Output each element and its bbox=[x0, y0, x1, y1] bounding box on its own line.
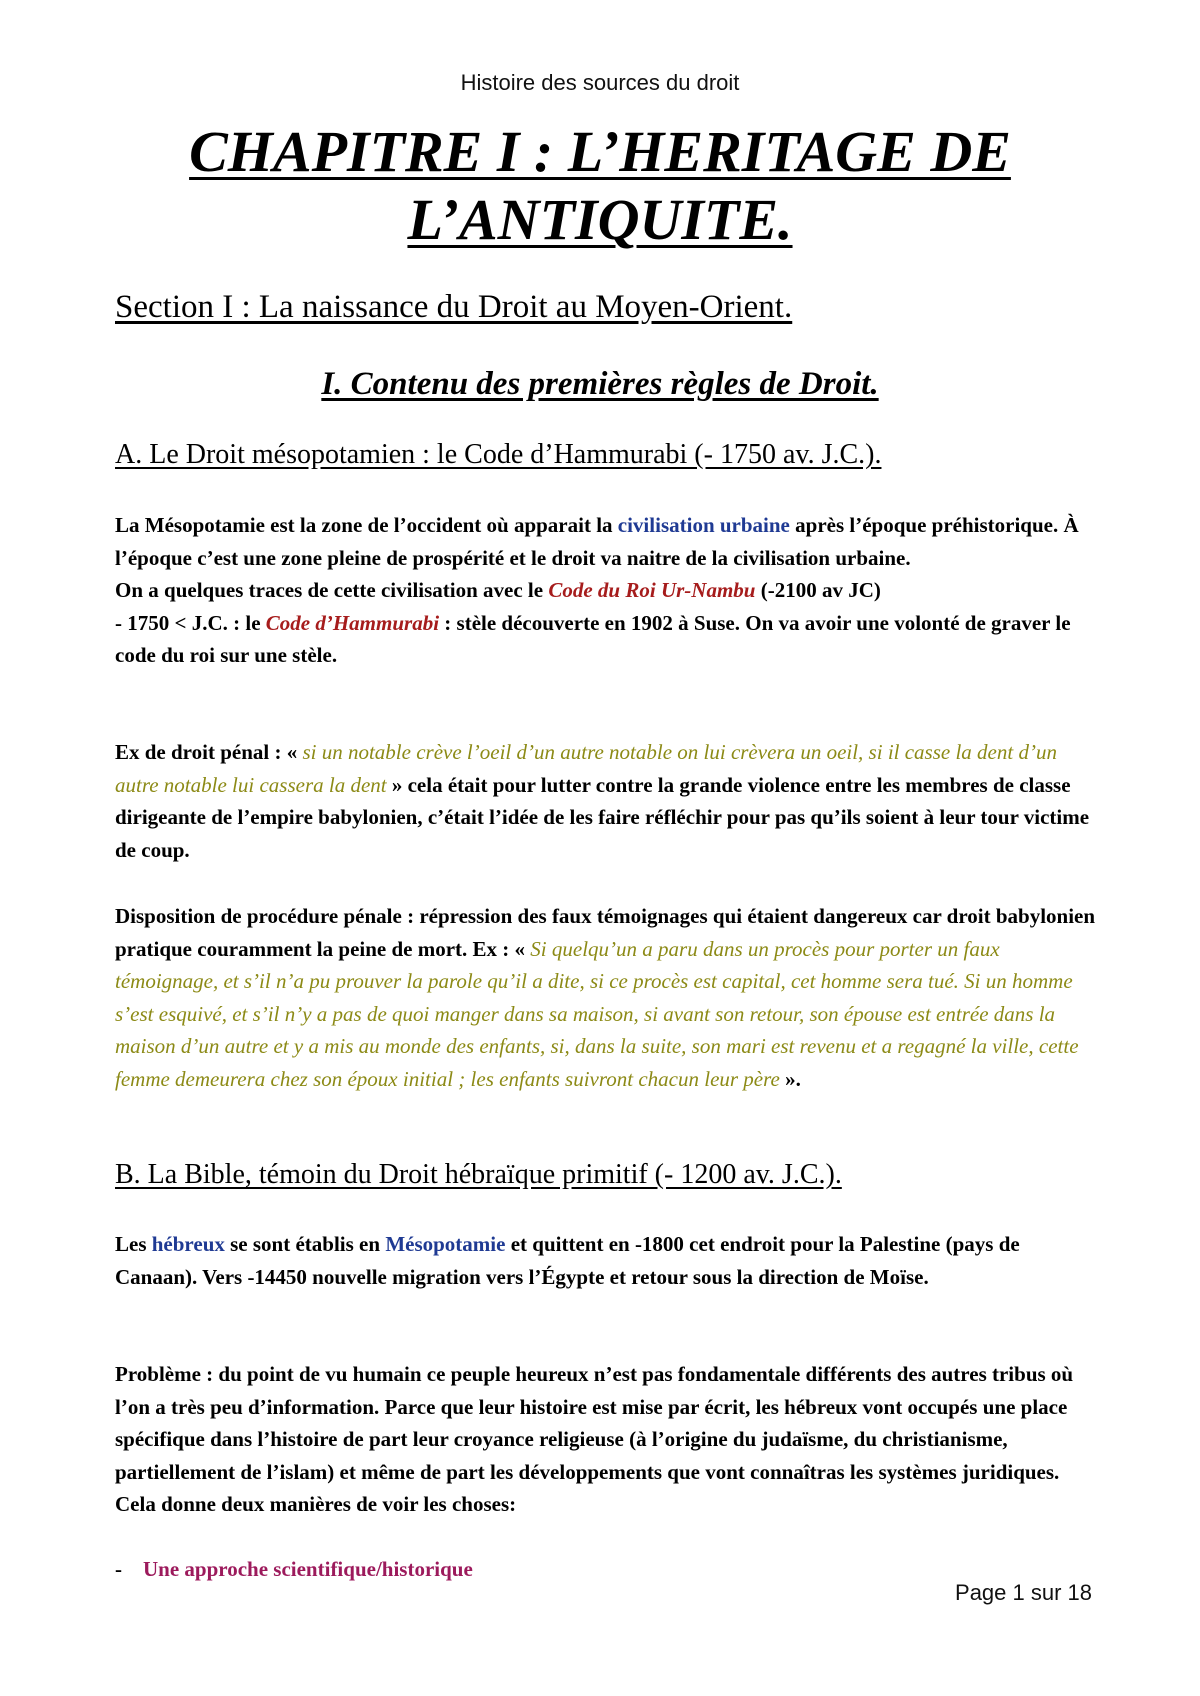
highlight-urban-civilization: civilisation urbaine bbox=[617, 513, 790, 537]
text: et quittent en -1800 cet endroit pour la Palestine (pays de Canaan). Vers -14450 nouvelle migration vers l’Égypte et retour sous la direction de Moïse. bbox=[115, 1232, 1020, 1289]
subsection-b-title: B. La Bible, témoin du Droit hébraïque primitif (- 1200 av. J.C.). bbox=[115, 1159, 842, 1190]
text: après l’époque préhistorique. À l’époque c’est une zone pleine de prospérité et le droit va naitre de la civilisation urbaine. bbox=[115, 513, 1079, 570]
paragraph-hebrews bbox=[115, 1228, 1105, 1293]
running-header: Histoire des sources du droit bbox=[460, 70, 740, 95]
paragraph-mesopotamia bbox=[115, 509, 1105, 672]
paragraph-procedure bbox=[115, 900, 1105, 1095]
text: Ex de droit pénal : « bbox=[115, 740, 303, 764]
subsection-a-title: A. Le Droit mésopotamien : le Code d’Hammurabi (- 1750 av. J.C.). bbox=[115, 439, 882, 470]
section-title: Section I : La naissance du Droit au Moyen-Orient. bbox=[115, 289, 793, 325]
bullet-text: Une approche scientifique/historique bbox=[143, 1557, 473, 1581]
text: : stèle découverte en 1902 à Suse. On va avoir une volonté de graver le code du roi sur une stèle. bbox=[115, 610, 1071, 667]
text: Problème : du point de vu humain ce peuple heureux n’est pas fondamentale différents des autres tribus où l’on a très peu d’information. Parce que leur histoire est mise par écrit, les hébreux vont occupés une place spécifique dans l’histoire de part leur croyance religieuse (à l’origine du judaïsme, du christianisme, partiellement de l’islam) et même de part les développements que vont connaîtras les systèmes juridiques. bbox=[115, 1362, 1074, 1484]
text: Disposition de procédure pénale : répression des faux témoignages qui étaient dangereux car droit babylonien pratique couramment la peine de mort. Ex : « bbox=[115, 904, 1096, 961]
chapter-title: CHAPITRE I : L’HERITAGE DE L’ANTIQUITE. bbox=[189, 119, 1011, 252]
text: Les bbox=[115, 1232, 152, 1256]
page-number: Page 1 sur 18 bbox=[955, 1580, 1092, 1605]
text: La Mésopotamie est la zone de l’occident où apparait la bbox=[115, 513, 618, 537]
quote-procedure: Si quelqu’un a paru dans un procès pour porter un faux témoignage, et s’il n’a pu prouver la parole qu’il a dite, si ce procès est capital, cet homme sera tué. Si un homme s’est esquivé, et s’il n’y a pas de quoi manger dans sa maison, si avant son retour, son épouse est entrée dans la maison d’un autre et y a mis au monde des enfants, si, dans la suite, son mari est revenu et a regagné la ville, cette femme demeurera chez son époux initial ; les enfants suivront chacun leur père bbox=[115, 936, 1079, 1091]
text: se sont établis en bbox=[224, 1232, 386, 1256]
paragraph-penal-law bbox=[115, 736, 1105, 866]
text: (-2100 av JC) bbox=[755, 578, 881, 602]
highlight-code-hammurabi: Code d’Hammurabi bbox=[265, 610, 440, 635]
highlight-hebreux: hébreux bbox=[151, 1232, 225, 1256]
part-title: I. Contenu des premières règles de Droit. bbox=[321, 366, 879, 402]
highlight-code-ur-nambu: Code du Roi Ur-Nambu bbox=[548, 578, 756, 602]
highlight-mesopotamie: Mésopotamie bbox=[385, 1232, 506, 1256]
text: Cela donne deux manières de voir les choses: bbox=[115, 1492, 517, 1516]
text: On a quelques traces de cette civilisation avec le bbox=[115, 578, 549, 602]
bullet-dash: - bbox=[115, 1557, 122, 1581]
paragraph-problem bbox=[115, 1358, 1105, 1521]
text: » cela était pour lutter contre la grande violence entre les membres de classe dirigeante de l’empire babylonien, c’était l’idée de les faire réfléchir pour pas qu’ils soient à leur tour victime de coup. bbox=[115, 772, 1090, 862]
text: ». bbox=[779, 1066, 801, 1091]
quote-penal-law: si un notable crève l’oeil d’un autre notable on lui crèvera un oeil, si il casse la dent d’un autre notable lui cassera la dent bbox=[115, 740, 1057, 797]
text: - 1750 < J.C. : le bbox=[115, 610, 266, 635]
